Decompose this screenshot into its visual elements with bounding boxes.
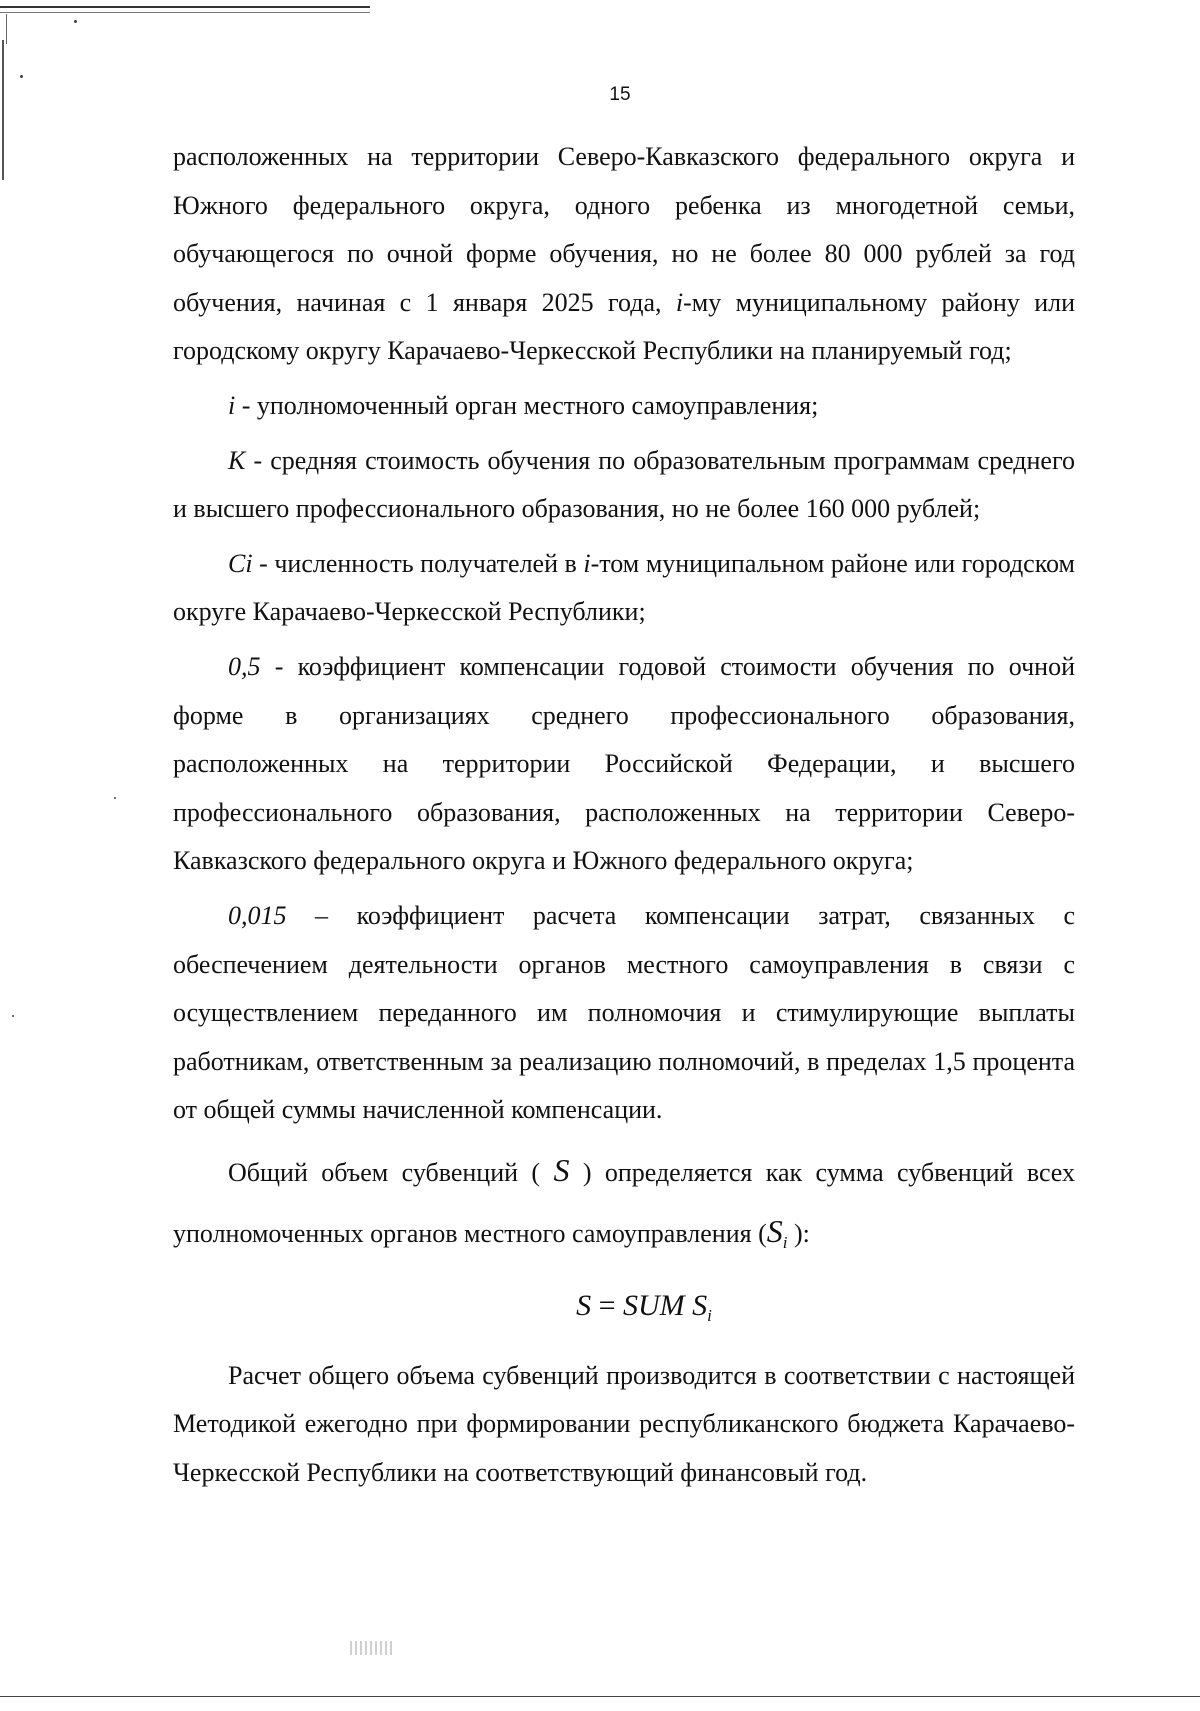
definition-text: - уполномоченный орган местного самоуправления; <box>235 390 819 420</box>
definition-coefficient-0015 <box>173 892 1075 1135</box>
formula-subscript: i <box>707 1305 712 1325</box>
symbol-coefficient: 0,015 <box>228 900 287 930</box>
paragraph-text: расположенных на территории Северо-Кавказского федерального округа и Южного федерального округа, одного ребенка из многодетной семьи, обучающегося по очной форме обучения, но не более 80 000 рублей за год обучения, начиная с 1 января 2025 года, <box>173 142 1075 317</box>
scan-border-left-short <box>6 14 7 44</box>
formula-lhs: S <box>576 1288 592 1322</box>
definition-i <box>173 382 1075 431</box>
definition-text: - численность получателей в <box>252 548 584 578</box>
paragraph-text: ): <box>787 1218 810 1248</box>
definition-text: – коэффициент расчета компенсации затрат, связанных с обеспечением деятельности органов местного самоуправления в связи с осуществлением переданного им полномочия и стимулирующие выплаты работникам, ответственным за реализацию полномочий, в пределах 1,5 процента от общей суммы начисленной компенсации. <box>173 900 1075 1125</box>
symbol-k: K <box>228 445 246 475</box>
symbol-ci: Ci <box>228 548 253 578</box>
scan-border-left <box>2 40 4 180</box>
paragraph-text: ) определяется как сумма субвенций всех уполномоченных органов местного самоуправления ( <box>173 1157 1075 1248</box>
scan-speck <box>74 20 77 23</box>
paragraph-continuation <box>173 133 1075 376</box>
definition-coefficient-05 <box>173 643 1075 886</box>
paragraph-text: Расчет общего объема субвенций производится в соответствии с настоящей Методикой ежегодно при формировании республиканского бюджета Карачаево-Черкесской Республики на соответствующий финансовый год. <box>173 1360 1075 1488</box>
symbol-s: S <box>553 1151 570 1188</box>
paragraph-text: Общий объем субвенций ( <box>228 1157 554 1187</box>
symbol-i: i <box>583 548 591 578</box>
document-body <box>173 133 1075 1498</box>
paragraph-total-subvention <box>173 1141 1075 1272</box>
symbol-i: i <box>228 390 236 420</box>
scan-border-top-thin <box>0 12 370 13</box>
paragraph-text: -му муниципальному району или городскому округу Карачаево-Черкесской Республики на планируемый год; <box>173 287 1075 366</box>
scan-border-bottom <box>0 1696 1200 1697</box>
formula-variable: S <box>692 1288 708 1322</box>
symbol-i: i <box>675 287 684 317</box>
definition-text: -том муниципальном районе или городском округе Карачаево-Черкесской Республики; <box>173 548 1075 627</box>
scan-speck <box>20 75 23 78</box>
scan-smudge <box>350 1641 392 1655</box>
symbol-coefficient: 0,5 <box>228 651 261 681</box>
definition-k <box>173 437 1075 534</box>
formula-total <box>173 1280 1075 1342</box>
scan-speck <box>12 1015 14 1017</box>
scan-speck <box>114 797 116 799</box>
scan-border-top <box>0 6 370 8</box>
symbol-subscript-i: i <box>782 1232 788 1252</box>
page-number: 15 <box>609 84 631 105</box>
symbol-s: S <box>766 1212 783 1249</box>
formula-equals: = <box>591 1288 624 1322</box>
formula-function: SUM <box>623 1288 685 1322</box>
definition-text: - средняя стоимость обучения по образовательным программам среднего и высшего профессионального образования, но не более 160 000 рублей; <box>173 445 1075 524</box>
definition-text: - коэффициент компенсации годовой стоимости обучения по очной форме в организациях среднего профессионального образования, расположенных на территории Российской Федерации, и высшего профессионального образования, расположенных на территории Северо-Кавказского федерального округа и Южного федерального округа; <box>173 651 1075 876</box>
definition-ci <box>173 540 1075 637</box>
paragraph-calculation <box>173 1352 1075 1498</box>
